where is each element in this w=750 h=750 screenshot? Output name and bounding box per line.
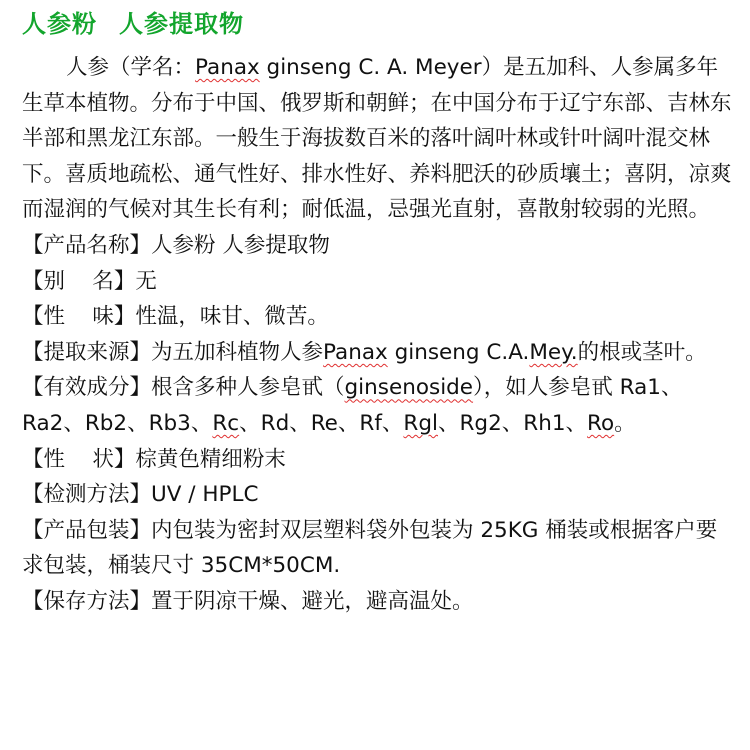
title-ginseng-extract: 人参提取物 xyxy=(119,10,244,38)
source-genus: Panax xyxy=(323,339,388,365)
page-title xyxy=(22,4,244,39)
field-label: 【性 味】 xyxy=(22,304,136,330)
source-species: ginseng C.A. xyxy=(387,339,530,365)
intro-paragraph xyxy=(22,50,734,228)
field-label: 【产品名称】 xyxy=(22,232,152,258)
scientific-name-rest: ginseng C. A. Meyer xyxy=(259,55,482,80)
scientific-genus: Panax xyxy=(195,55,260,80)
field-label: 【提取来源】 xyxy=(22,339,152,365)
ingredient-rc: Rc xyxy=(212,410,240,436)
field-storage xyxy=(22,584,734,620)
field-value: 根含多种人参皂甙（ xyxy=(151,375,345,401)
field-label: 【别 名】 xyxy=(22,268,136,294)
field-label: 【有效成分】 xyxy=(22,375,152,401)
field-active-ingredients xyxy=(22,370,734,441)
ingredient-rgl: Rgl xyxy=(403,410,438,436)
field-taste xyxy=(22,299,734,335)
source-tail: 的根或茎叶。 xyxy=(577,339,707,365)
field-packaging xyxy=(22,513,734,584)
field-product-name xyxy=(22,228,734,264)
field-test-method xyxy=(22,477,734,513)
field-value: 置于阴凉干燥、避光，避高温处。 xyxy=(151,588,474,614)
ingredient-end: 。 xyxy=(614,410,636,436)
field-value: UV / HPLC xyxy=(151,482,259,508)
field-value: 无 xyxy=(135,268,157,294)
field-appearance xyxy=(22,442,734,478)
ginsenoside-term: ginsenoside xyxy=(344,375,474,401)
ingredient-list: ），如人参皂甙 Ra1、Ra2、Rb2、Rb3、 xyxy=(22,375,683,436)
field-label: 【检测方法】 xyxy=(22,482,152,508)
field-value: 性温，味甘、微苦。 xyxy=(135,304,329,330)
title-ginseng-powder: 人参粉 xyxy=(22,10,97,38)
ingredient-list-cont2: 、Rg2、Rh1、 xyxy=(437,410,587,436)
intro-text-rest: ）是五加科、人参属多年生草本植物。分布于中国、俄罗斯和朝鲜；在中国分布于辽宁东部、吉林东半部和黑龙江东部。一般生于海拔数百米的落叶阔叶林或针叶阔叶混交林下。喜质地疏松、通气性好、排水性好、养料肥沃的砂质壤土；喜阴，凉爽而湿润的气候对其生长有利；耐低温，忌强光直射，喜散射较弱的光照。 xyxy=(22,55,732,223)
field-label: 【保存方法】 xyxy=(22,588,152,614)
field-source xyxy=(22,335,734,371)
field-value: 内包装为密封双层塑料袋外包装为 25KG 桶装或根据客户要求包装，桶装尺寸 35CM*50CM. xyxy=(22,517,718,579)
field-value: 人参粉 人参提取物 xyxy=(151,232,330,258)
field-label: 【性 状】 xyxy=(22,446,136,472)
source-author: Mey. xyxy=(529,339,578,365)
ingredient-ro: Ro xyxy=(587,410,615,436)
field-alias xyxy=(22,264,734,300)
field-value: 棕黄色精细粉末 xyxy=(135,446,286,472)
field-label: 【产品包装】 xyxy=(22,517,152,543)
document-body xyxy=(22,50,734,620)
field-value: 为五加科植物人参 xyxy=(151,339,324,365)
ingredient-list-cont: 、Rd、Re、Rf、 xyxy=(239,410,404,436)
intro-text-start: 人参（学名： xyxy=(66,55,196,80)
